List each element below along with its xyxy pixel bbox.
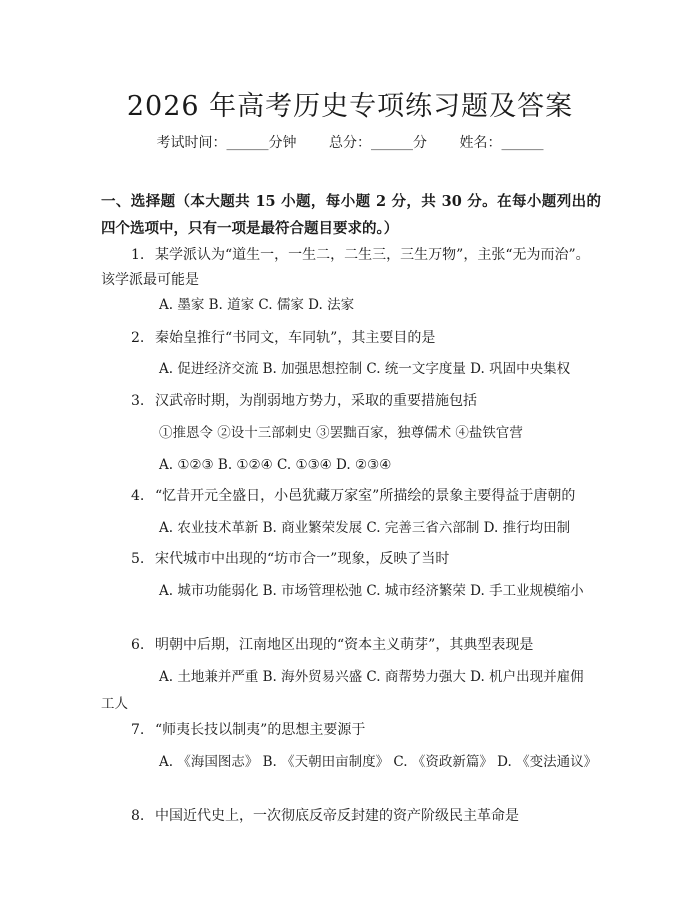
question-stem: 汉武帝时期，为削弱地方势力，采取的重要措施包括 <box>155 393 477 409</box>
question-stem: 某学派认为“道生一，一生二，二生三，三生万物”，主张“无为而治”。该学派最可能是 <box>101 247 590 288</box>
question-5-options: A. 城市功能弱化 B. 市场管理松弛 C. 城市经济繁荣 D. 手工业规模缩小 <box>159 583 584 599</box>
question-7-options: A. 《海国图志》 B. 《天朝田亩制度》 C. 《资政新篇》 D. 《变法通议》 <box>159 754 598 770</box>
exam-meta <box>0 132 700 152</box>
question-6-options: A. 土地兼并严重 B. 海外贸易兴盛 C. 商帮势力强大 D. 机户出现并雇佣工人 <box>101 669 584 712</box>
question-number: 8. <box>131 808 145 824</box>
question-1-options: A. 墨家 B. 道家 C. 儒家 D. 法家 <box>159 297 355 313</box>
student-name-field: 姓名：______ <box>459 135 544 151</box>
question-5 <box>101 547 597 572</box>
question-1 <box>101 243 597 293</box>
question-number: 1. <box>131 247 145 263</box>
question-6 <box>101 633 597 658</box>
exam-time-field: 考试时间：______分钟 <box>156 135 297 151</box>
question-number: 2. <box>131 330 145 346</box>
question-stem: 明朝中后期，江南地区出现的“资本主义萌芽”，其典型表现是 <box>155 637 534 653</box>
question-number: 5. <box>131 551 145 567</box>
question-stem: “忆昔开元全盛日，小邑犹藏万家室”所描绘的景象主要得益于唐朝的 <box>155 488 576 504</box>
question-number: 6. <box>131 637 145 653</box>
section-heading: 一、选择题（本大题共 15 小题，每小题 2 分，共 30 分。在每小题列出的四个选项中，只有一项是最符合题目要求的。） <box>101 193 601 237</box>
question-stem: “师夷长技以制夷”的思想主要源于 <box>155 722 366 738</box>
question-number: 3. <box>131 393 145 409</box>
total-score-field: 总分：______分 <box>329 135 427 151</box>
question-3 <box>101 389 597 414</box>
question-2 <box>101 326 597 351</box>
question-number: 7. <box>131 722 145 738</box>
question-3-statements: ①推恩令 ②设十三部刺史 ③罢黜百家，独尊儒术 ④盐铁官营 <box>159 425 523 441</box>
document-title: 2026 年高考历史专项练习题及答案 <box>126 91 574 122</box>
question-number: 4. <box>131 488 145 504</box>
question-4-options: A. 农业技术革新 B. 商业繁荣发展 C. 完善三省六部制 D. 推行均田制 <box>159 520 571 536</box>
question-stem: 秦始皇推行“书同文，车同轨”，其主要目的是 <box>155 330 436 346</box>
question-stem: 中国近代史上，一次彻底反帝反封建的资产阶级民主革命是 <box>155 808 519 824</box>
question-2-options: A. 促进经济交流 B. 加强思想控制 C. 统一文字度量 D. 巩固中央集权 <box>159 361 571 377</box>
question-3-options: A. ①②③ B. ①②④ C. ①③④ D. ②③④ <box>159 457 392 473</box>
question-4 <box>101 484 597 509</box>
question-7 <box>101 718 597 743</box>
question-8 <box>101 804 597 829</box>
question-stem: 宋代城市中出现的“坊市合一”现象，反映了当时 <box>155 551 450 567</box>
